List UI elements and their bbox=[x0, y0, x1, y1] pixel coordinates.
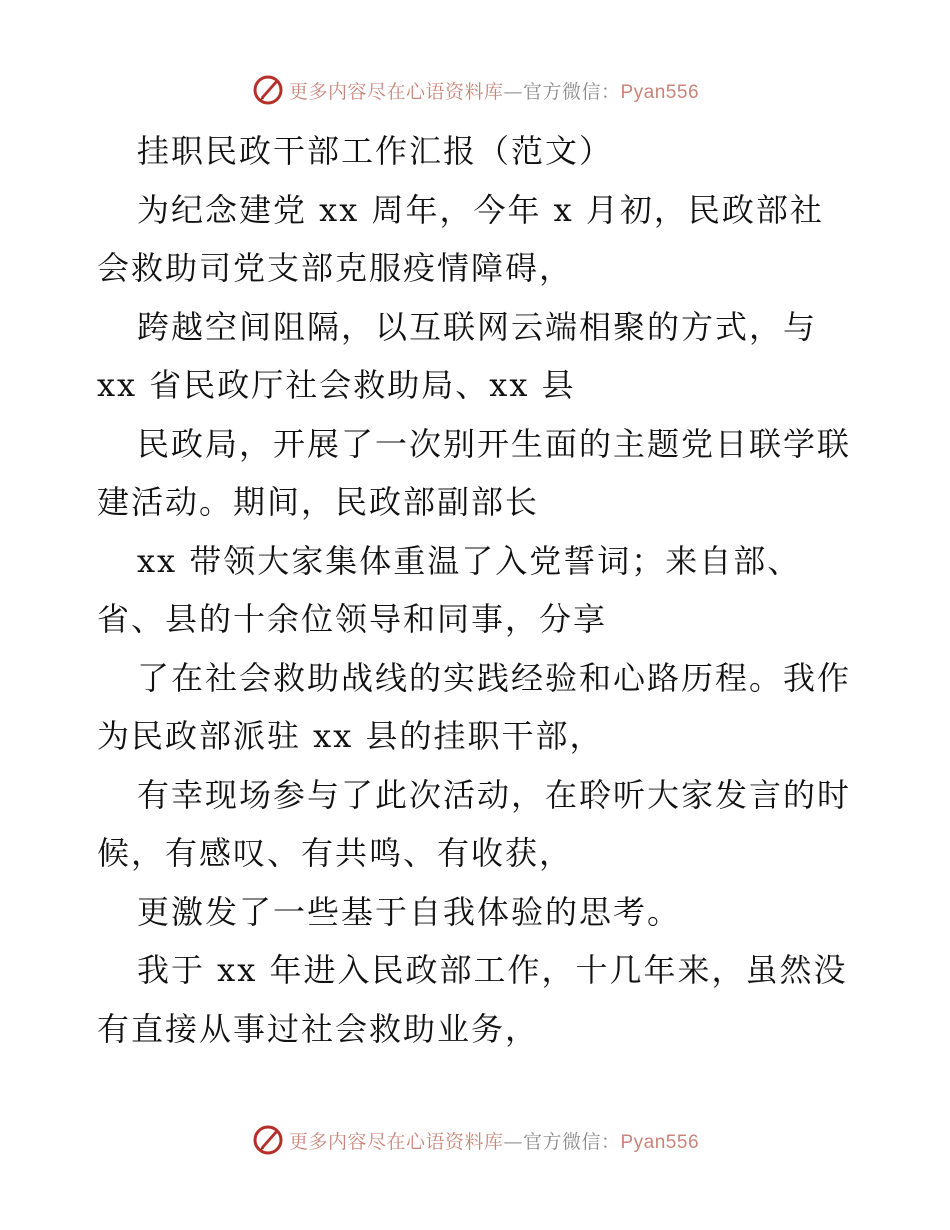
document-body bbox=[97, 122, 867, 1058]
paragraph-line: 为纪念建党 xx 周年，今年 x 月初，民政部社 bbox=[137, 190, 824, 229]
paragraph-line: xx 带领大家集体重温了入党誓词；来自部、 bbox=[137, 541, 802, 580]
paragraph-line: 有幸现场参与了此次活动，在聆听大家发言的时 bbox=[137, 775, 852, 814]
header-banner-separator: — bbox=[503, 80, 523, 103]
paragraph-line: 我于 xx 年进入民政部工作，十几年来，虽然没 bbox=[137, 951, 848, 989]
paragraph-line: 候，有感叹、有共鸣、有收获， bbox=[97, 834, 574, 872]
paragraph-line: 有直接从事过社会救助业务， bbox=[97, 1009, 540, 1048]
footer-banner-separator: — bbox=[503, 1130, 523, 1153]
header-banner-title: 更多内容尽在心语资料库 bbox=[288, 80, 504, 103]
paragraph-line: 跨越空间阻隔，以互联网云端相聚的方式，与 bbox=[137, 307, 818, 346]
paragraph-line: 了在社会救助战线的实践经验和心路历程。我作 bbox=[137, 658, 852, 697]
brush-logo-icon bbox=[251, 73, 285, 107]
paragraph-line: xx 省民政厅社会救助局、xx 县 bbox=[97, 366, 576, 404]
footer-wechat-id: Pyan556 bbox=[620, 1131, 700, 1153]
footer-banner-text bbox=[289, 1127, 699, 1154]
header-banner bbox=[0, 70, 950, 110]
header-wechat-label: 官方微信： bbox=[522, 80, 621, 103]
footer-banner-title: 更多内容尽在心语资料库 bbox=[288, 1130, 504, 1153]
header-wechat-id: Pyan556 bbox=[620, 81, 700, 103]
header-banner-text bbox=[289, 77, 699, 104]
paragraph-line: 省、县的十余位领导和同事，分享 bbox=[97, 600, 608, 638]
brush-logo-icon bbox=[251, 1123, 285, 1157]
footer-wechat-label: 官方微信： bbox=[522, 1130, 621, 1153]
paragraph-line: 更激发了一些基于自我体验的思考。 bbox=[137, 892, 682, 931]
paragraph-line: 为民政部派驻 xx 县的挂职干部， bbox=[97, 717, 604, 755]
footer-banner bbox=[0, 1120, 950, 1160]
paragraph-line: 会救助司党支部克服疫情障碍， bbox=[97, 249, 574, 287]
paragraph-line: 民政局，开展了一次别开生面的主题党日联学联 bbox=[137, 424, 852, 463]
document-title: 挂职民政干部工作汇报（范文） bbox=[137, 132, 614, 170]
paragraph-line: 建活动。期间，民政部副部长 bbox=[97, 483, 540, 521]
